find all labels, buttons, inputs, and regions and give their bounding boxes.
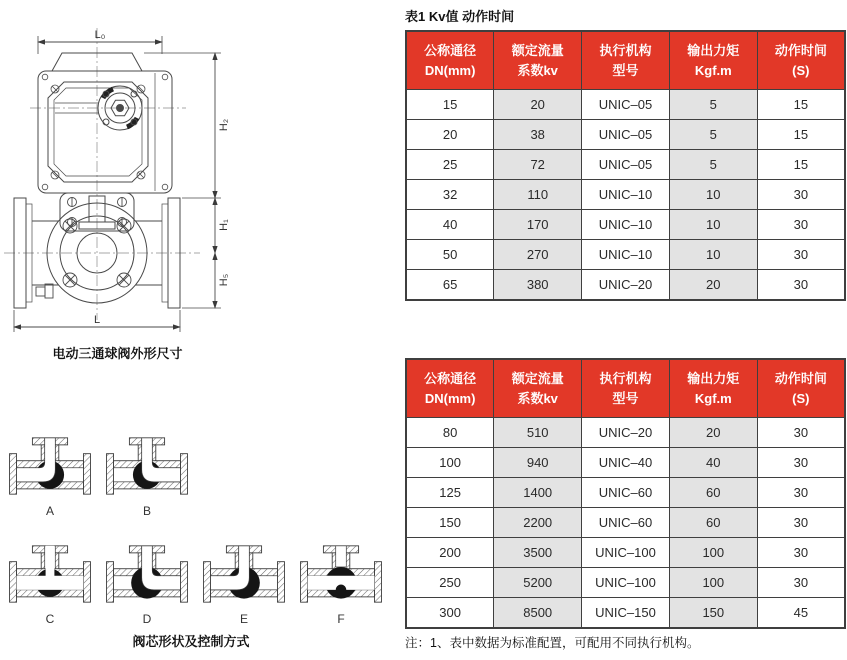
core-label: F: [337, 612, 345, 626]
footnote: 注：1、表中数据为标准配置，可配用不同执行机构。: [405, 636, 700, 650]
table-cell: 15: [757, 90, 845, 120]
valve-core-section: [6, 434, 94, 498]
table-cell: 65: [406, 270, 494, 301]
table-cell: 15: [406, 90, 494, 120]
kv-table-upper: [405, 30, 846, 301]
table-cell: 60: [669, 508, 757, 538]
table-cell: UNIC–60: [582, 508, 670, 538]
table-cell: 30: [757, 210, 845, 240]
valve-core-section: [6, 542, 94, 606]
table-cell: 30: [757, 568, 845, 598]
valve-core-section: [103, 542, 191, 606]
table-cell: 30: [757, 478, 845, 508]
core-label: D: [142, 612, 152, 626]
table-cell: 250: [406, 568, 494, 598]
table-cell: 30: [757, 270, 845, 301]
table-row: [406, 210, 845, 240]
table-cell: 5: [669, 120, 757, 150]
core-diagrams-row-1: [6, 434, 191, 518]
kv-table-lower: [405, 358, 846, 629]
table-cell: 72: [494, 150, 582, 180]
table-cell: UNIC–10: [582, 180, 670, 210]
valve-core-section: [200, 542, 288, 606]
table-row: [406, 90, 845, 120]
table-cell: 38: [494, 120, 582, 150]
table-row: [406, 538, 845, 568]
table-cell: 30: [757, 240, 845, 270]
table-cell: 80: [406, 418, 494, 448]
table-row: [406, 418, 845, 448]
table-cell: 30: [757, 448, 845, 478]
table-cell: 10: [669, 180, 757, 210]
table-row: [406, 270, 845, 301]
column-header: 执行机构 型号: [582, 359, 670, 418]
dim-label-l: L: [93, 314, 101, 326]
table-cell: 940: [494, 448, 582, 478]
table-cell: 2200: [494, 508, 582, 538]
table-cell: UNIC–40: [582, 448, 670, 478]
table-cell: 5: [669, 150, 757, 180]
core-diagram-a: [6, 434, 94, 518]
table-row: [406, 478, 845, 508]
table-row: [406, 598, 845, 629]
table-row: [406, 568, 845, 598]
table-cell: 45: [757, 598, 845, 629]
core-label: E: [239, 612, 248, 626]
table-title: 表1 Kv值 动作时间: [405, 9, 515, 24]
core-diagram-e: [200, 542, 288, 626]
column-header: 输出力矩 Kgf.m: [669, 31, 757, 90]
dim-label-h2: H₂: [218, 118, 230, 132]
table-cell: UNIC–100: [582, 538, 670, 568]
table-cell: 20: [669, 270, 757, 301]
table-cell: 10: [669, 240, 757, 270]
table-cell: 150: [406, 508, 494, 538]
table-cell: 200: [406, 538, 494, 568]
table-cell: 30: [757, 538, 845, 568]
table-cell: 110: [494, 180, 582, 210]
table-cell: 20: [494, 90, 582, 120]
table-cell: UNIC–60: [582, 478, 670, 508]
table-cell: UNIC–10: [582, 240, 670, 270]
core-diagrams-row-2: [6, 542, 385, 626]
table-cell: 300: [406, 598, 494, 629]
core-diagram-d: [103, 542, 191, 626]
table-row: [406, 508, 845, 538]
valve-core-section: [297, 542, 385, 606]
dim-label-h5: H₅: [218, 273, 230, 287]
table-cell: 15: [757, 150, 845, 180]
table-cell: 50: [406, 240, 494, 270]
table-cell: 1400: [494, 478, 582, 508]
table-cell: UNIC–150: [582, 598, 670, 629]
table-cell: 20: [669, 418, 757, 448]
table-cell: 20: [406, 120, 494, 150]
table-cell: 40: [406, 210, 494, 240]
column-header: 额定流量 系数kv: [494, 359, 582, 418]
table-cell: UNIC–20: [582, 418, 670, 448]
table-cell: 510: [494, 418, 582, 448]
table-cell: UNIC–05: [582, 90, 670, 120]
core-diagram-f: [297, 542, 385, 626]
table-cell: 30: [757, 418, 845, 448]
column-header: 执行机构 型号: [582, 31, 670, 90]
core-label: A: [45, 504, 54, 518]
table-cell: UNIC–100: [582, 568, 670, 598]
cores-caption: 阀芯形状及控制方式: [132, 634, 250, 649]
table-cell: 5: [669, 90, 757, 120]
column-header: 公称通径 DN(mm): [406, 31, 494, 90]
table-cell: 5200: [494, 568, 582, 598]
table-row: [406, 180, 845, 210]
table-row: [406, 448, 845, 478]
table-cell: 270: [494, 240, 582, 270]
valve-core-section: [103, 434, 191, 498]
table-cell: 15: [757, 120, 845, 150]
table-cell: 170: [494, 210, 582, 240]
table-cell: 10: [669, 210, 757, 240]
table-cell: 32: [406, 180, 494, 210]
table-cell: 100: [669, 568, 757, 598]
table-cell: 3500: [494, 538, 582, 568]
column-header: 额定流量 系数kv: [494, 31, 582, 90]
column-header: 动作时间 (S): [757, 31, 845, 90]
table-cell: 150: [669, 598, 757, 629]
table-cell: 40: [669, 448, 757, 478]
drawing-caption: 电动三通球阀外形尺寸: [52, 346, 183, 361]
table-cell: 380: [494, 270, 582, 301]
table-cell: 125: [406, 478, 494, 508]
column-header: 输出力矩 Kgf.m: [669, 359, 757, 418]
table-cell: 100: [406, 448, 494, 478]
table-cell: 60: [669, 478, 757, 508]
core-diagram-b: [103, 434, 191, 518]
column-header: 公称通径 DN(mm): [406, 359, 494, 418]
core-label: C: [45, 612, 55, 626]
dim-label-h1: H₁: [218, 219, 230, 231]
table-cell: 8500: [494, 598, 582, 629]
table-row: [406, 150, 845, 180]
table-row: [406, 120, 845, 150]
dim-label-l0: L₀: [94, 29, 106, 41]
core-diagram-c: [6, 542, 94, 626]
table-cell: 25: [406, 150, 494, 180]
core-label: B: [142, 504, 151, 518]
valve-outline-drawing: [2, 20, 237, 336]
table-cell: 30: [757, 180, 845, 210]
column-header: 动作时间 (S): [757, 359, 845, 418]
table-cell: UNIC–10: [582, 210, 670, 240]
table-cell: UNIC–20: [582, 270, 670, 301]
table-cell: UNIC–05: [582, 120, 670, 150]
table-cell: 100: [669, 538, 757, 568]
table-cell: 30: [757, 508, 845, 538]
table-cell: UNIC–05: [582, 150, 670, 180]
table-row: [406, 240, 845, 270]
